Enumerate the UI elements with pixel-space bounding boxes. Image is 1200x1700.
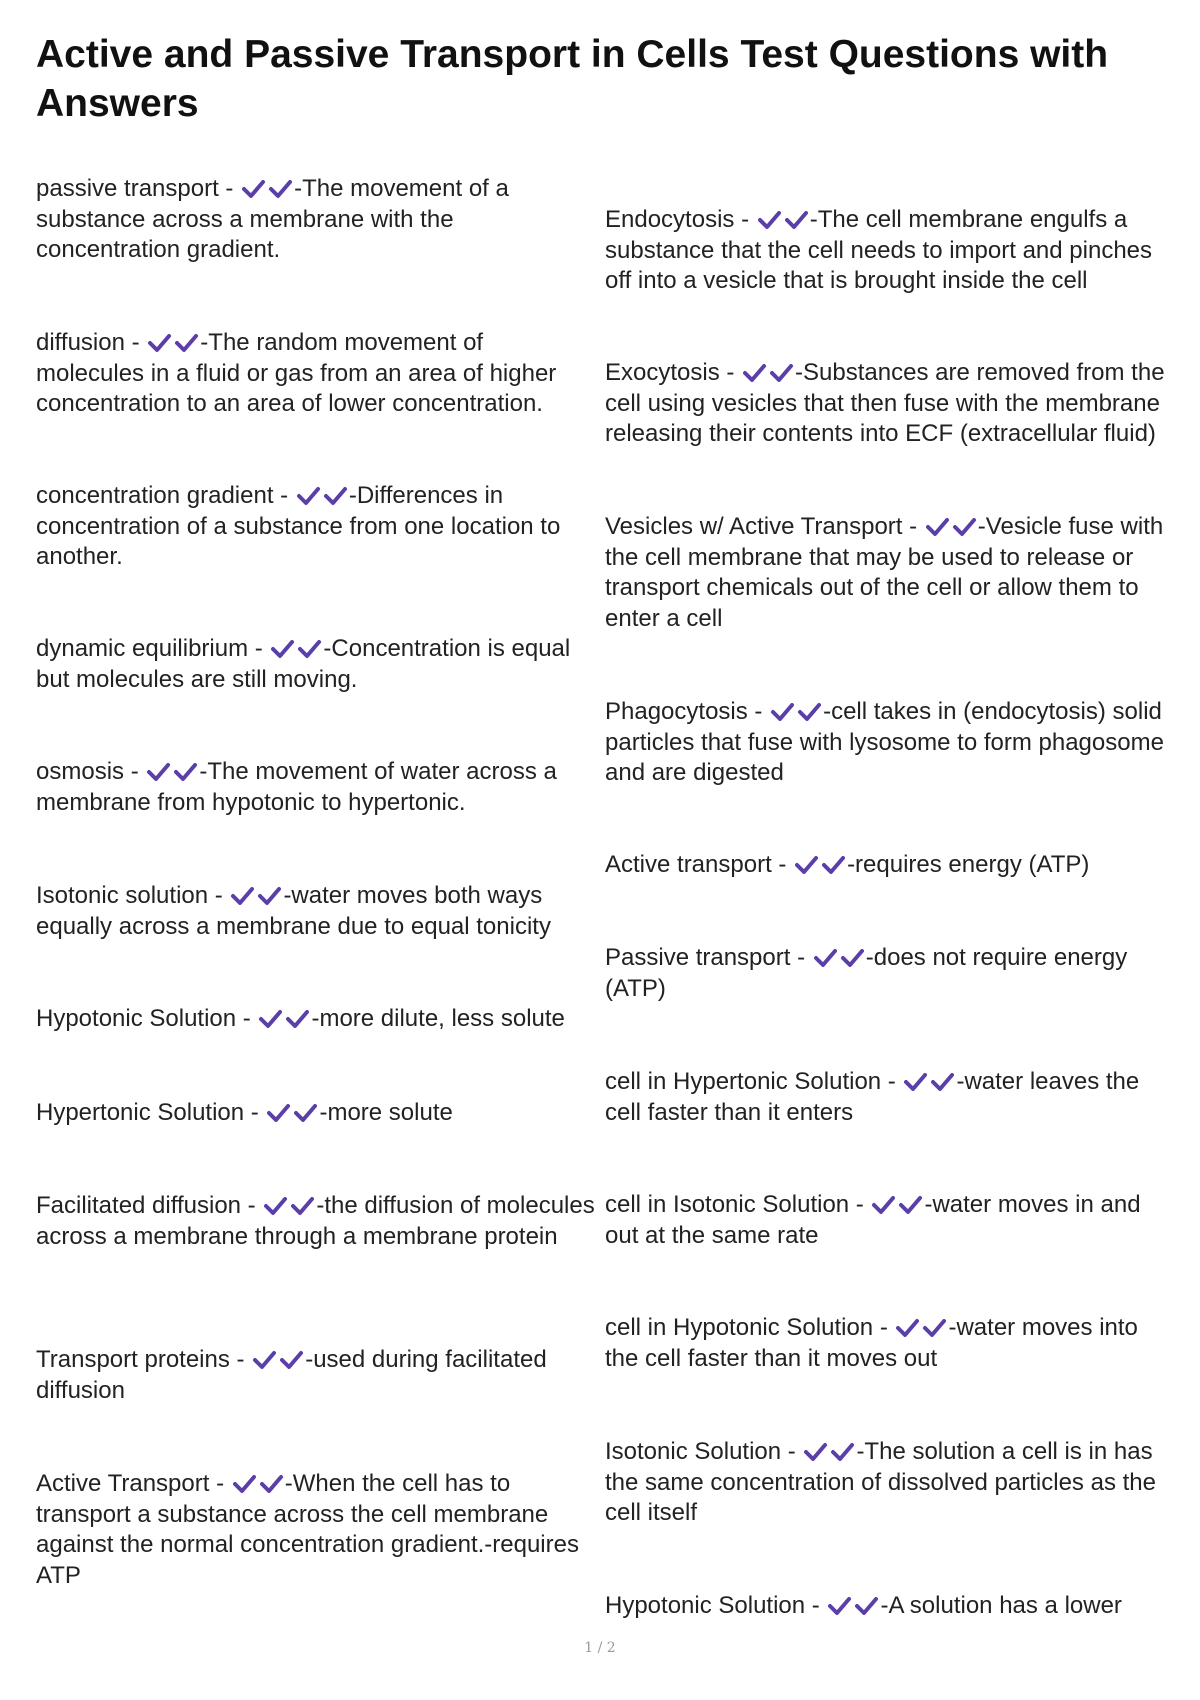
entry-term: Passive transport <box>605 944 791 971</box>
entry-term: cell in Isotonic Solution <box>605 1191 850 1218</box>
checkmark-icon <box>813 948 838 968</box>
entry-term: diffusion <box>36 329 125 356</box>
checkmark-icon <box>266 1103 291 1123</box>
checkmark-icon <box>930 1072 955 1092</box>
entry-separator: - <box>124 329 147 356</box>
entry-separator: - <box>902 513 924 540</box>
checkmark-icon <box>263 1196 288 1216</box>
entry-separator: - <box>781 1438 803 1465</box>
entry-separator: - <box>236 1005 258 1032</box>
entry-term: Isotonic Solution <box>605 1438 782 1465</box>
checkmark-icon <box>854 1596 879 1616</box>
qa-entry <box>36 881 596 942</box>
checkmark-icon <box>173 762 198 782</box>
entry-definition: -water moves in and out at the same rate <box>605 1191 1141 1249</box>
checkmark-icon <box>794 855 819 875</box>
entry-separator: - <box>124 758 146 785</box>
entry-definition: -water moves both ways equally across a membrane due to equal tonicity <box>36 882 551 940</box>
entry-term: cell in Hypotonic Solution <box>605 1314 874 1341</box>
qa-entry <box>605 1591 1170 1622</box>
entry-term: Exocytosis <box>605 359 720 386</box>
checkmark-icon <box>279 1350 304 1370</box>
entry-definition: -The movement of a substance across a membrane with the concentration gradient. <box>36 175 509 263</box>
entry-term: Active transport <box>605 851 772 878</box>
entry-definition: -The cell membrane engulfs a substance that the cell needs to import and pinches off into a vesicle that is brought inside the cell <box>605 206 1153 294</box>
checkmark-icon <box>952 517 977 537</box>
entry-separator: - <box>209 1470 231 1497</box>
entry-definition: -A solution has a lower <box>880 1592 1122 1619</box>
checkmark-icon <box>770 702 795 722</box>
entry-term: Facilitated diffusion <box>36 1192 242 1219</box>
checkmark-icon <box>230 886 255 906</box>
entry-separator: - <box>849 1191 871 1218</box>
entry-definition: -more dilute, less solute <box>311 1005 565 1032</box>
qa-entry <box>605 1437 1170 1529</box>
qa-entry <box>605 1067 1170 1128</box>
qa-entry <box>605 205 1170 297</box>
checkmark-icon <box>898 1195 923 1215</box>
entry-term: Hypertonic Solution <box>36 1099 245 1126</box>
checkmark-icon <box>784 210 809 230</box>
entry-definition: -Differences in concentration of a substance from one location to another. <box>36 482 561 570</box>
qa-entry <box>605 850 1170 881</box>
entry-term: Active Transport <box>36 1470 210 1497</box>
entry-term: Vesicles w/ Active Transport <box>605 513 903 540</box>
qa-entry <box>36 1345 596 1406</box>
entry-definition: -The solution a cell is in has the same concentration of dissolved particles as the cell itself <box>605 1438 1156 1526</box>
entry-definition: -used during facilitated diffusion <box>36 1346 547 1404</box>
entry-term: concentration gradient <box>36 482 274 509</box>
checkmark-icon <box>285 1009 310 1029</box>
entry-term: Phagocytosis <box>605 698 748 725</box>
entry-term: Hypotonic Solution <box>605 1592 806 1619</box>
qa-entry <box>36 174 596 266</box>
entry-separator: - <box>805 1592 827 1619</box>
checkmark-icon <box>270 639 295 659</box>
checkmark-icon <box>827 1596 852 1616</box>
entry-definition: -Concentration is equal but molecules are still moving. <box>36 635 571 693</box>
checkmark-icon <box>830 1442 855 1462</box>
entry-term: dynamic equilibrium <box>36 635 249 662</box>
entry-separator: - <box>719 359 742 386</box>
checkmark-icon <box>290 1196 315 1216</box>
entry-definition: -The random movement of molecules in a fluid or gas from an area of higher concentration to an area of lower concentration. <box>36 329 557 417</box>
qa-entry <box>36 1004 596 1035</box>
qa-entry <box>36 1098 596 1129</box>
entry-term: Hypotonic Solution <box>36 1005 237 1032</box>
entry-separator: - <box>229 1346 252 1373</box>
entry-separator: - <box>873 1314 895 1341</box>
qa-entry <box>36 757 596 818</box>
entry-separator: - <box>881 1068 903 1095</box>
checkmark-icon <box>296 486 321 506</box>
qa-entry <box>36 1469 596 1591</box>
checkmark-icon <box>174 333 199 353</box>
checkmark-icon <box>797 702 822 722</box>
checkmark-icon <box>922 1318 947 1338</box>
qa-entry <box>36 328 596 420</box>
qa-entry <box>605 358 1170 450</box>
entry-definition: -cell takes in (endocytosis) solid particles that fuse with lysosome to form phagosome and are digested <box>605 698 1164 786</box>
qa-entry <box>36 634 596 695</box>
checkmark-icon <box>252 1350 277 1370</box>
checkmark-icon <box>757 210 782 230</box>
entry-separator: - <box>734 206 756 233</box>
checkmark-icon <box>268 179 293 199</box>
entry-separator: - <box>273 482 295 509</box>
checkmark-icon <box>297 639 322 659</box>
entry-separator: - <box>747 698 770 725</box>
qa-entry <box>605 697 1170 789</box>
checkmark-icon <box>232 1474 257 1494</box>
entry-term: cell in Hypertonic Solution <box>605 1068 882 1095</box>
entry-separator: - <box>218 175 241 202</box>
entry-definition: -When the cell has to transport a substance across the cell membrane against the normal concentration gradient.-requires ATP <box>36 1470 579 1589</box>
checkmark-icon <box>146 762 171 782</box>
entry-definition: -water moves into the cell faster than it moves out <box>605 1314 1138 1372</box>
entry-separator: - <box>248 635 270 662</box>
checkmark-icon <box>769 363 794 383</box>
checkmark-icon <box>895 1318 920 1338</box>
entry-definition: -the diffusion of molecules across a membrane through a membrane protein <box>36 1192 595 1250</box>
entry-separator: - <box>208 882 230 909</box>
entry-term: Isotonic solution <box>36 882 209 909</box>
entry-definition: -The movement of water across a membrane from hypotonic to hypertonic. <box>36 758 557 816</box>
checkmark-icon <box>803 1442 828 1462</box>
entry-definition: -does not require energy (ATP) <box>605 944 1128 1002</box>
qa-entry <box>36 1191 596 1252</box>
entry-separator: - <box>771 851 794 878</box>
checkmark-icon <box>871 1195 896 1215</box>
entry-definition: -water leaves the cell faster than it enters <box>605 1068 1140 1126</box>
entry-definition: -Substances are removed from the cell using vesicles that then fuse with the membrane releasing their contents into ECF (extracellular fluid) <box>605 359 1165 447</box>
document-title: Active and Passive Transport in Cells Test Questions with Answers <box>36 33 1109 125</box>
entry-separator: - <box>241 1192 263 1219</box>
checkmark-icon <box>323 486 348 506</box>
entry-definition: -requires energy (ATP) <box>847 851 1090 878</box>
entry-term: Endocytosis <box>605 206 735 233</box>
checkmark-icon <box>840 948 865 968</box>
checkmark-icon <box>903 1072 928 1092</box>
checkmark-icon <box>259 1474 284 1494</box>
entry-term: osmosis <box>36 758 125 785</box>
checkmark-icon <box>821 855 846 875</box>
qa-entry <box>605 1190 1170 1251</box>
checkmark-icon <box>742 363 767 383</box>
entry-separator: - <box>244 1099 266 1126</box>
entry-definition: -Vesicle fuse with the cell membrane that may be used to release or transport chemicals out of the cell or allow them to enter a cell <box>605 513 1164 632</box>
qa-entry <box>605 943 1170 1004</box>
entry-definition: -more solute <box>319 1099 453 1126</box>
qa-entry <box>605 1313 1170 1374</box>
entry-term: Transport proteins <box>36 1346 230 1373</box>
checkmark-icon <box>257 886 282 906</box>
checkmark-icon <box>293 1103 318 1123</box>
checkmark-icon <box>925 517 950 537</box>
qa-entry <box>605 512 1170 634</box>
qa-entry <box>36 481 596 573</box>
checkmark-icon <box>241 179 266 199</box>
entry-separator: - <box>790 944 812 971</box>
checkmark-icon <box>147 333 172 353</box>
entry-term: passive transport <box>36 175 219 202</box>
page-number: 1 / 2 <box>584 1640 616 1656</box>
checkmark-icon <box>258 1009 283 1029</box>
